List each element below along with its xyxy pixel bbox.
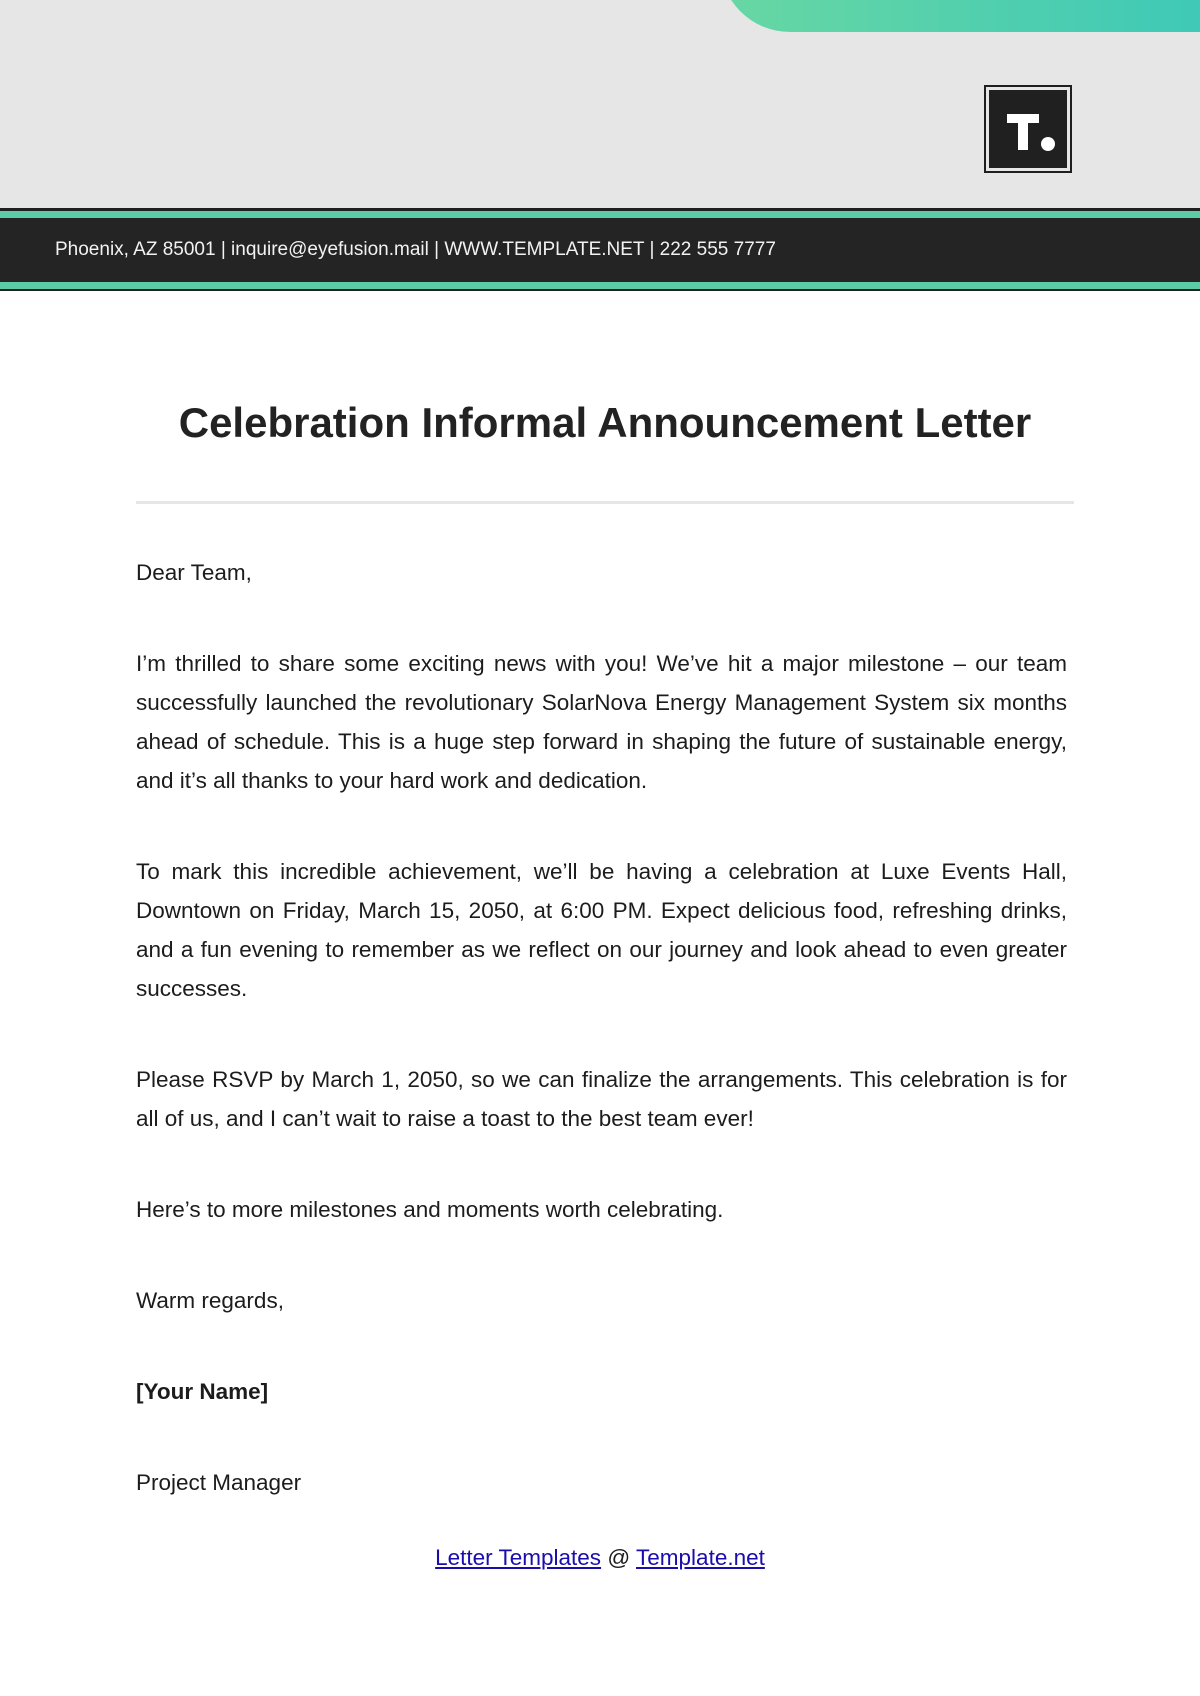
band-line-bottom [0,289,1200,291]
band-accent-top [0,211,1200,218]
logo-mark [989,90,1067,168]
footer [0,1545,1200,1571]
contact-line: Phoenix, AZ 85001 | inquire@eyefusion.mail | WWW.TEMPLATE.NET | 222 555 7777 [55,239,776,260]
template-logo-icon [984,85,1072,173]
letter-body [136,553,1067,1554]
salutation: Dear Team, [136,560,252,585]
paragraph-rsvp: Please RSVP by March 1, 2050, so we can finalize the arrangements. This celebration is for all of us, and I can’t wait to raise a toast to the best team ever! [136,1067,1067,1131]
paragraph-toast: Here’s to more milestones and moments worth celebrating. [136,1197,724,1222]
closing: Warm regards, [136,1288,284,1313]
signer-role: Project Manager [136,1470,302,1495]
footer-separator: @ [607,1545,631,1570]
logo-t-stem [1018,114,1028,150]
accent-swoosh [720,0,1200,32]
contact-band [0,218,1200,282]
letter-templates-link[interactable]: Letter Templates [435,1545,602,1570]
band-accent-bottom [0,282,1200,289]
letter-title: Celebration Informal Announcement Letter [178,399,1032,446]
template-net-link[interactable]: Template.net [636,1545,765,1570]
logo-dot [1041,137,1055,151]
header-background [0,0,1200,210]
paragraph-announcement: I’m thrilled to share some exciting news with you! We’ve hit a major milestone – our team successfully launched the revolutionary SolarNova Energy Management System six months ahead of schedule. This is a huge step forward in shaping the future of sustainable energy, and it’s all thanks to your hard work and dedication. [136,651,1067,793]
title-divider [136,501,1074,504]
signer-name: [Your Name] [136,1379,269,1404]
paragraph-event-details: To mark this incredible achievement, we’ll be having a celebration at Luxe Events Hall, Downtown on Friday, March 15, 2050, at 6:00 PM. Expect delicious food, refreshing drinks, and a fun evening to remember as we reflect on our journey and look ahead to even greater successes. [136,859,1067,1001]
